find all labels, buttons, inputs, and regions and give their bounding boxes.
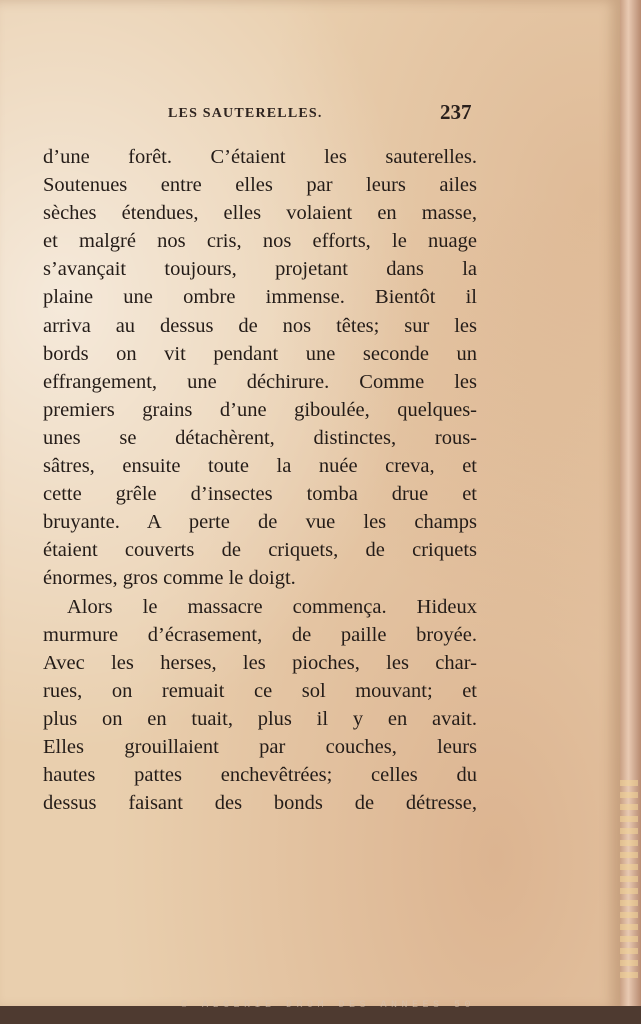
text-line: Elles grouillaient par couches, leurs [43, 735, 477, 758]
text-line: dessus faisant des bonds de détresse, [43, 792, 477, 815]
text-line: hautes pattes enchevêtrées; celles du [43, 764, 477, 787]
text-line: étaient couverts de criquets, de criquets [43, 539, 477, 562]
text-line: arriva au dessus de nos têtes; sur les [43, 314, 477, 337]
text-line: bords on vit pendant une seconde un [43, 342, 477, 365]
body-text [43, 143, 477, 817]
text-line: plaine une ombre immense. Bientôt il [43, 286, 477, 309]
spine-mark [620, 780, 638, 980]
text-line: bruyante. A perte de vue les champs [43, 511, 477, 534]
text-line: cette grêle d’insectes tomba drue et [43, 483, 477, 506]
text-line: s’avançait toujours, projetant dans la [43, 258, 477, 281]
text-line: Soutenues entre elles par leurs ailes [43, 174, 477, 197]
text-line: unes se détachèrent, distinctes, rous- [43, 426, 477, 449]
running-title: LES SAUTERELLES. [168, 106, 323, 121]
page-number: 237 [440, 100, 472, 124]
text-line: plus on en tuait, plus il y en avait. [43, 707, 477, 730]
text-line: sèches étendues, elles volaient en masse, [43, 202, 477, 225]
text-line: sâtres, ensuite toute la nuée creva, et [43, 455, 477, 478]
text-line: et malgré nos cris, nos efforts, le nuage [43, 230, 477, 253]
text-line: premiers grains d’une giboulée, quelques- [43, 398, 477, 421]
text-line: rues, on remuait ce sol mouvant; et [43, 679, 477, 702]
text-line: effrangement, une déchirure. Comme les [43, 370, 477, 393]
text-line: murmure d’écrasement, de paille broyée. [43, 623, 477, 646]
text-line: d’une forêt. C’étaient les sauterelles. [43, 146, 477, 168]
text-line: Avec les herses, les pioches, les char- [43, 651, 477, 674]
page-header [40, 98, 480, 128]
text-line: Alors le massacre commença. Hideux [67, 595, 477, 618]
watermark: © ALGERIE DROM DES ANNEES 50 [180, 1000, 476, 1011]
text-line: énormes, gros comme le doigt. [43, 567, 296, 590]
